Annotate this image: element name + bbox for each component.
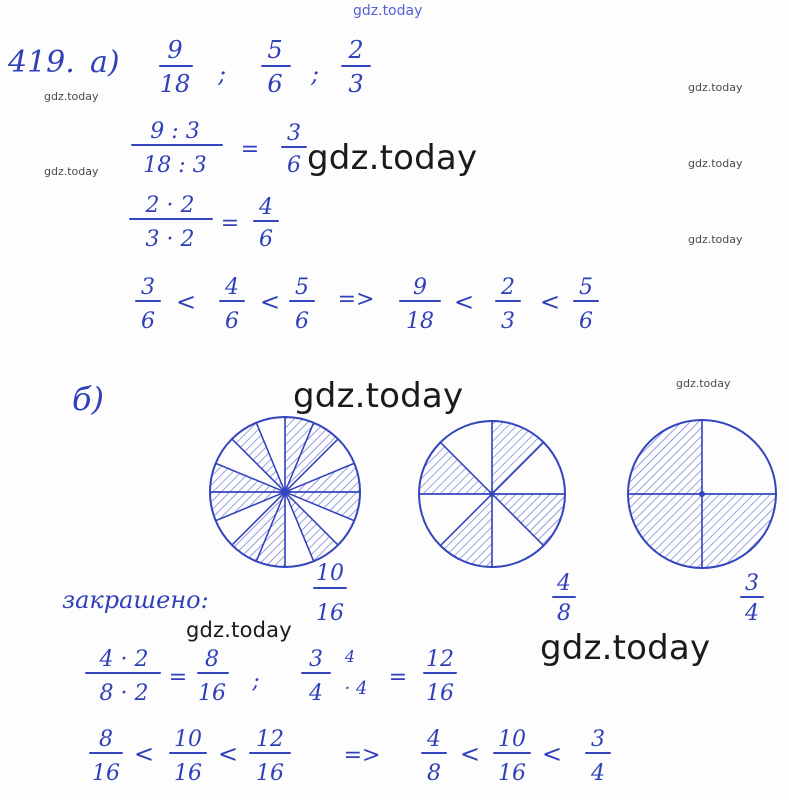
equals-sign: = (168, 665, 188, 690)
circle-center (699, 491, 705, 497)
part-b-label: б) (72, 380, 105, 418)
compare-denominator: 18 (406, 309, 434, 334)
given-fraction-numerator: 5 (267, 36, 283, 64)
calc2-denominator: 4 (309, 681, 323, 706)
shaded-fraction-numerator: 10 (316, 561, 344, 586)
step1-denominator: 18 : 3 (143, 153, 207, 178)
less-than: < (217, 740, 239, 768)
compare-numerator: 10 (174, 727, 202, 752)
shaded-fraction-numerator: 3 (745, 571, 759, 596)
shaded-sector (628, 494, 702, 568)
compare-denominator: 16 (498, 761, 526, 786)
shaded-sector (628, 420, 702, 494)
calc2-result-numerator: 12 (426, 647, 454, 672)
less-than: < (133, 740, 155, 768)
step2-result-denominator: 6 (259, 227, 273, 252)
compare-denominator: 6 (579, 309, 593, 334)
calc2-result-denominator: 16 (426, 681, 454, 706)
large-watermark: gdz.today (540, 628, 711, 668)
small-watermark: gdz.today (688, 233, 743, 246)
problem-number: 419. (8, 45, 75, 80)
separator: ; (217, 60, 227, 88)
equals-sign: = (240, 137, 260, 162)
small-watermark: gdz.today (688, 157, 743, 170)
given-fraction-numerator: 9 (167, 36, 183, 64)
less-than: < (453, 288, 475, 316)
step1-result-denominator: 6 (287, 153, 301, 178)
compare-denominator: 16 (92, 761, 120, 786)
large-watermark: gdz.today (293, 376, 464, 416)
fraction-circles (210, 417, 776, 568)
shaded-fraction-denominator: 8 (557, 601, 571, 626)
less-than: < (175, 288, 197, 316)
implies-arrow: => (343, 743, 381, 768)
calc1-result-numerator: 8 (205, 647, 219, 672)
shaded-sector (702, 494, 776, 568)
compare-denominator: 4 (591, 761, 605, 786)
equals-sign: = (220, 211, 240, 236)
compare-denominator: 8 (427, 761, 441, 786)
step1-numerator: 9 : 3 (150, 119, 200, 144)
calc2-numerator: 3 (309, 647, 323, 672)
given-fraction-numerator: 2 (348, 36, 364, 64)
shaded-fraction-numerator: 4 (557, 571, 571, 596)
step2-numerator: 2 · 2 (145, 193, 195, 218)
shaded-sector (440, 494, 492, 567)
circle-center (282, 489, 288, 495)
shaded-sector (419, 442, 492, 494)
shaded-sector (492, 494, 565, 546)
large-watermark: gdz.today (307, 138, 478, 178)
small-watermark: gdz.today (688, 81, 743, 94)
top-watermark: gdz.today (353, 3, 423, 19)
given-fraction-denominator: 3 (348, 70, 364, 98)
empty-sector (702, 420, 776, 494)
compare-denominator: 16 (174, 761, 202, 786)
small-watermark: gdz.today (44, 165, 99, 178)
calc1-numerator: 4 · 2 (99, 647, 149, 672)
compare-denominator: 6 (295, 309, 309, 334)
compare-numerator: 10 (498, 727, 526, 752)
compare-numerator: 2 (501, 275, 515, 300)
compare-denominator: 6 (225, 309, 239, 334)
part-a-label: а) (90, 45, 120, 80)
compare-numerator: 5 (579, 275, 593, 300)
calc2-multiplier-top: 4 (344, 647, 356, 666)
separator: ; (310, 60, 320, 88)
compare-denominator: 3 (501, 309, 515, 334)
shaded-word: закрашено: (62, 586, 209, 614)
compare-numerator: 9 (413, 275, 427, 300)
implies-arrow: => (337, 287, 375, 312)
compare-numerator: 8 (99, 727, 113, 752)
less-than: < (539, 288, 561, 316)
small-watermark: gdz.today (676, 377, 731, 390)
given-fraction-denominator: 6 (267, 70, 283, 98)
compare-numerator: 3 (591, 727, 605, 752)
calc2-multiplier: · 4 (344, 678, 368, 699)
shaded-fraction-denominator: 4 (745, 601, 759, 626)
circle-center (489, 491, 495, 497)
less-than: < (459, 740, 481, 768)
compare-numerator: 4 (225, 275, 239, 300)
given-fraction-denominator: 18 (159, 70, 191, 98)
less-than: < (541, 740, 563, 768)
shaded-sector (492, 421, 544, 494)
compare-numerator: 4 (427, 727, 441, 752)
separator: ; (252, 669, 260, 694)
step1-result-numerator: 3 (287, 121, 301, 146)
compare-numerator: 3 (141, 275, 155, 300)
large-watermark: gdz.today (186, 618, 292, 642)
step2-result-numerator: 4 (259, 195, 273, 220)
calc1-result-denominator: 16 (198, 681, 226, 706)
compare-denominator: 6 (141, 309, 155, 334)
calc1-denominator: 8 · 2 (99, 681, 149, 706)
compare-denominator: 16 (256, 761, 284, 786)
compare-numerator: 5 (295, 275, 309, 300)
equals-sign: = (388, 665, 408, 690)
step2-denominator: 3 · 2 (145, 227, 195, 252)
compare-numerator: 12 (256, 727, 284, 752)
small-watermark: gdz.today (44, 90, 99, 103)
less-than: < (259, 288, 281, 316)
shaded-fraction-denominator: 16 (316, 601, 344, 626)
